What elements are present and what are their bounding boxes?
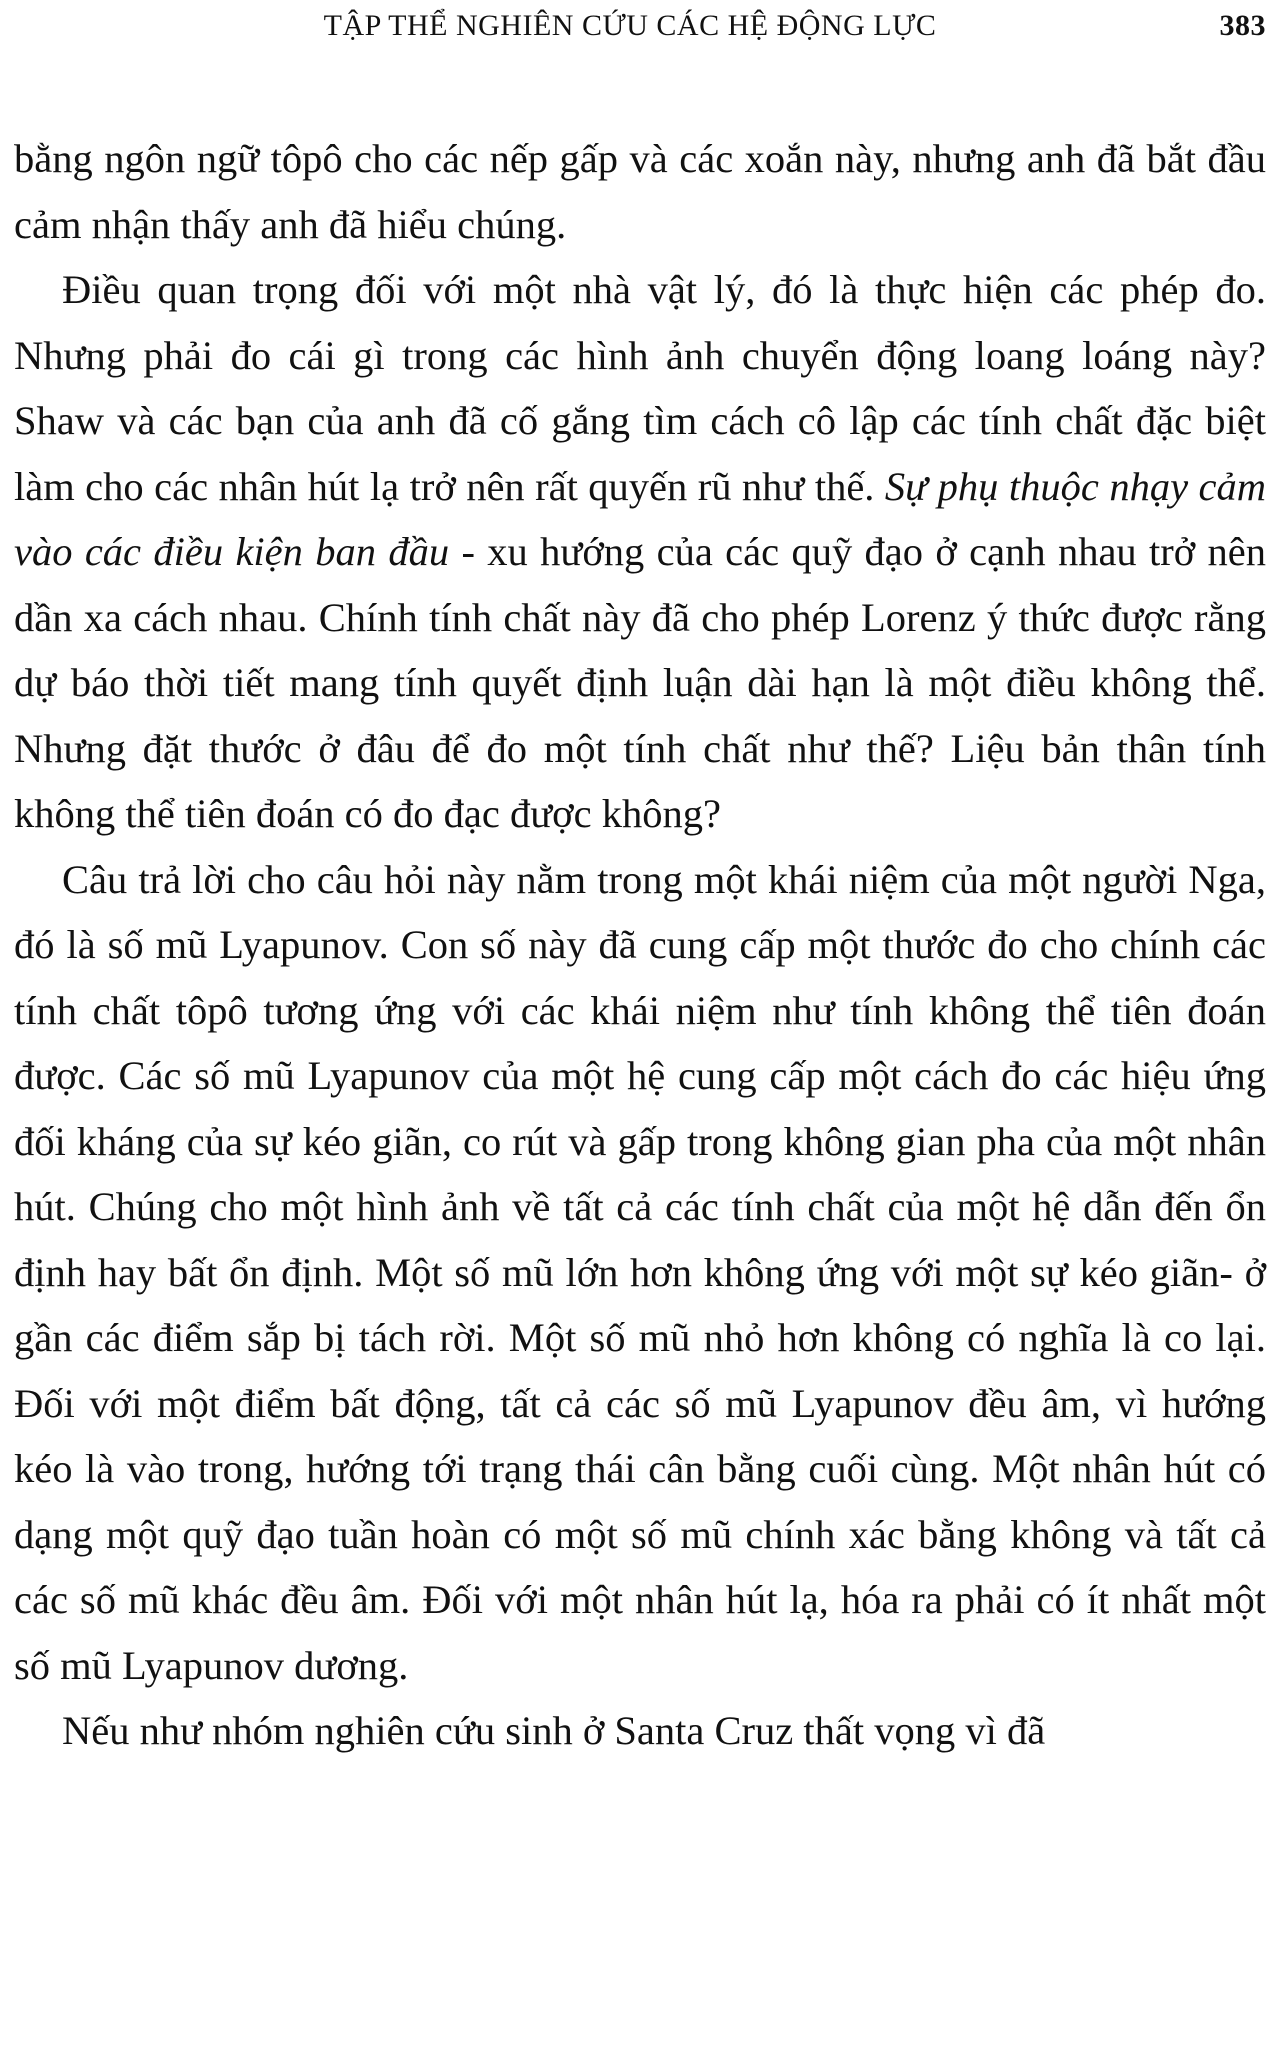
body-text — [14, 126, 1266, 1764]
paragraph-text: - xu hướng của các quỹ đạo ở cạnh nhau trở nên dần xa cách nhau. Chính tính chất này đã cho phép Lorenz ý thức được rằng dự báo thời tiết mang tính quyết định luận dài hạn là một điều không thể. Nhưng đặt thước ở đâu để đo một tính chất như thế? Liệu bản thân tính không thể tiên đoán có đo đạc được không? — [14, 529, 1267, 836]
running-header — [14, 6, 1266, 46]
italic-phrase: Sự phụ thuộc nhạy cảm vào các điều kiện ban đầu — [14, 463, 1266, 574]
paragraph: Câu trả lời cho câu hỏi này nằm trong một khái niệm của một người Nga, đó là số mũ Lyapunov. Con số này đã cung cấp một thước đo cho chính các tính chất tôpô tương ứng với các khái niệm như tính không thể tiên đoán được. Các số mũ Lyapunov của một hệ cung cấp một cách đo các hiệu ứng đối kháng của sự kéo giãn, co rút và gấp trong không gian pha của một nhân hút. Chúng cho một hình ảnh về tất cả các tính chất của một hệ dẫn đến ổn định hay bất ổn định. Một số mũ lớn hơn không ứng với một sự kéo giãn- ở gần các điểm sắp bị tách rời. Một số mũ nhỏ hơn không có nghĩa là co lại. Đối với một điểm bất động, tất cả các số mũ Lyapunov đều âm, vì hướng kéo là vào trong, hướng tới trạng thái cân bằng cuối cùng. Một nhân hút có dạng một quỹ đạo tuần hoàn có một số mũ chính xác bằng không và tất cả các số mũ khác đều âm. Đối với một nhân hút lạ, hóa ra phải có ít nhất một số mũ Lyapunov dương. — [14, 856, 1266, 1688]
page-number: 383 — [1219, 9, 1266, 42]
paragraph-text: Điều quan trọng đối với một nhà vật lý, đó là thực hiện các phép đo. Nhưng phải đo cái gì trong các hình ảnh chuyển động loang loáng này? Shaw và các bạn của anh đã cố gắng tìm cách cô lập các tính chất đặc biệt làm cho các nhân hút lạ trở nên rất quyến rũ như thế. — [14, 267, 1266, 509]
paragraph-continuation: bằng ngôn ngữ tôpô cho các nếp gấp và các xoắn này, nhưng anh đã bắt đầu cảm nhận thấy anh đã hiểu chúng. — [14, 136, 1266, 247]
paragraph: Nếu như nhóm nghiên cứu sinh ở Santa Cruz thất vọng vì đã — [62, 1708, 1046, 1753]
paragraph — [14, 257, 1266, 847]
chapter-title: TẬP THỂ NGHIÊN CỨU CÁC HỆ ĐỘNG LỰC — [323, 9, 937, 42]
